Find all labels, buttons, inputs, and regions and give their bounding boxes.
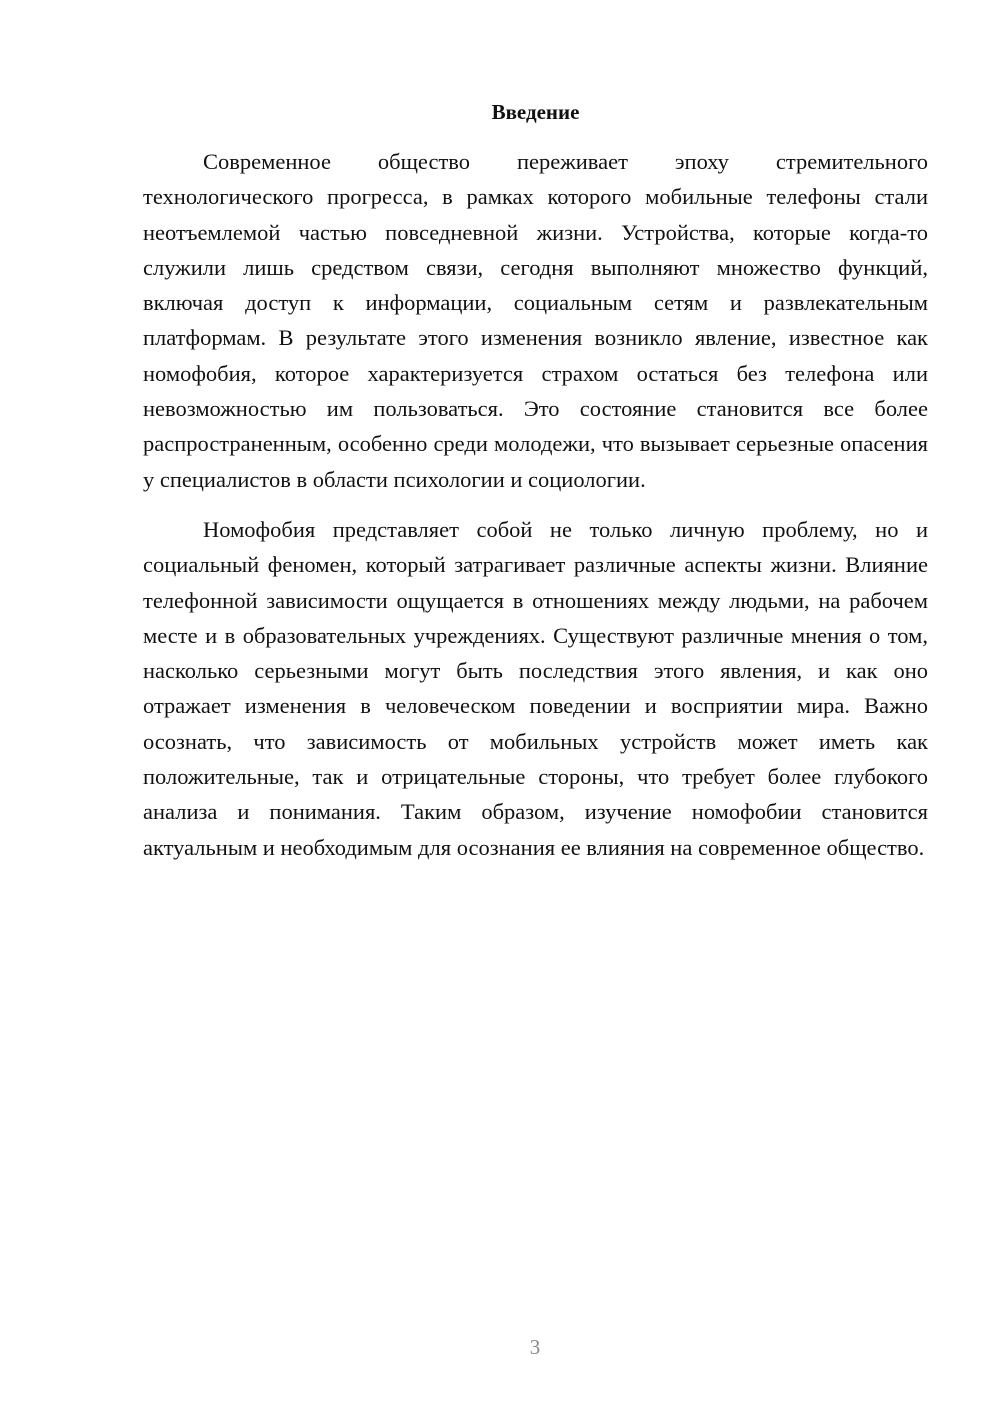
paragraph-2: Номофобия представляет собой не только личную проблему, но и социальный феномен, который затрагивает различные аспекты жизни. Влияние телефонной зависимости ощущается в отношениях между людьми, на рабочем месте и в образовательных учреждениях. Существуют различные мнения о том, насколько серьезными могут быть последствия этого явления, и как оно отражает изменения в человеческом поведении и восприятии мира. Важно осознать, что зависимость от мобильных устройств может иметь как положительные, так и отрицательные стороны, что требует более глубокого анализа и понимания. Таким образом, изучение номофобии становится актуальным и необходимым для осознания ее влияния на современное общество. bbox=[143, 516, 928, 860]
section-title: Введение bbox=[491, 100, 580, 124]
page-content bbox=[143, 96, 928, 865]
paragraph-1: Современное общество переживает эпоху стремительного технологического прогресса, в рамках которого мобильные телефоны стали неотъемлемой частью повседневной жизни. Устройства, которые когда-то служили лишь средством связи, сегодня выполняют множество функций, включая доступ к информации, социальным сетям и развлекательным платформам. В результате этого изменения возникло явление, известное как номофобия, которое характеризуется страхом остаться без телефона или невозможностью им пользоваться. Это состояние становится все более распространенным, особенно среди молодежи, что вызывает серьезные опасения у специалистов в области психологии и социологии. bbox=[143, 149, 928, 492]
page-number: 3 bbox=[529, 1335, 541, 1359]
